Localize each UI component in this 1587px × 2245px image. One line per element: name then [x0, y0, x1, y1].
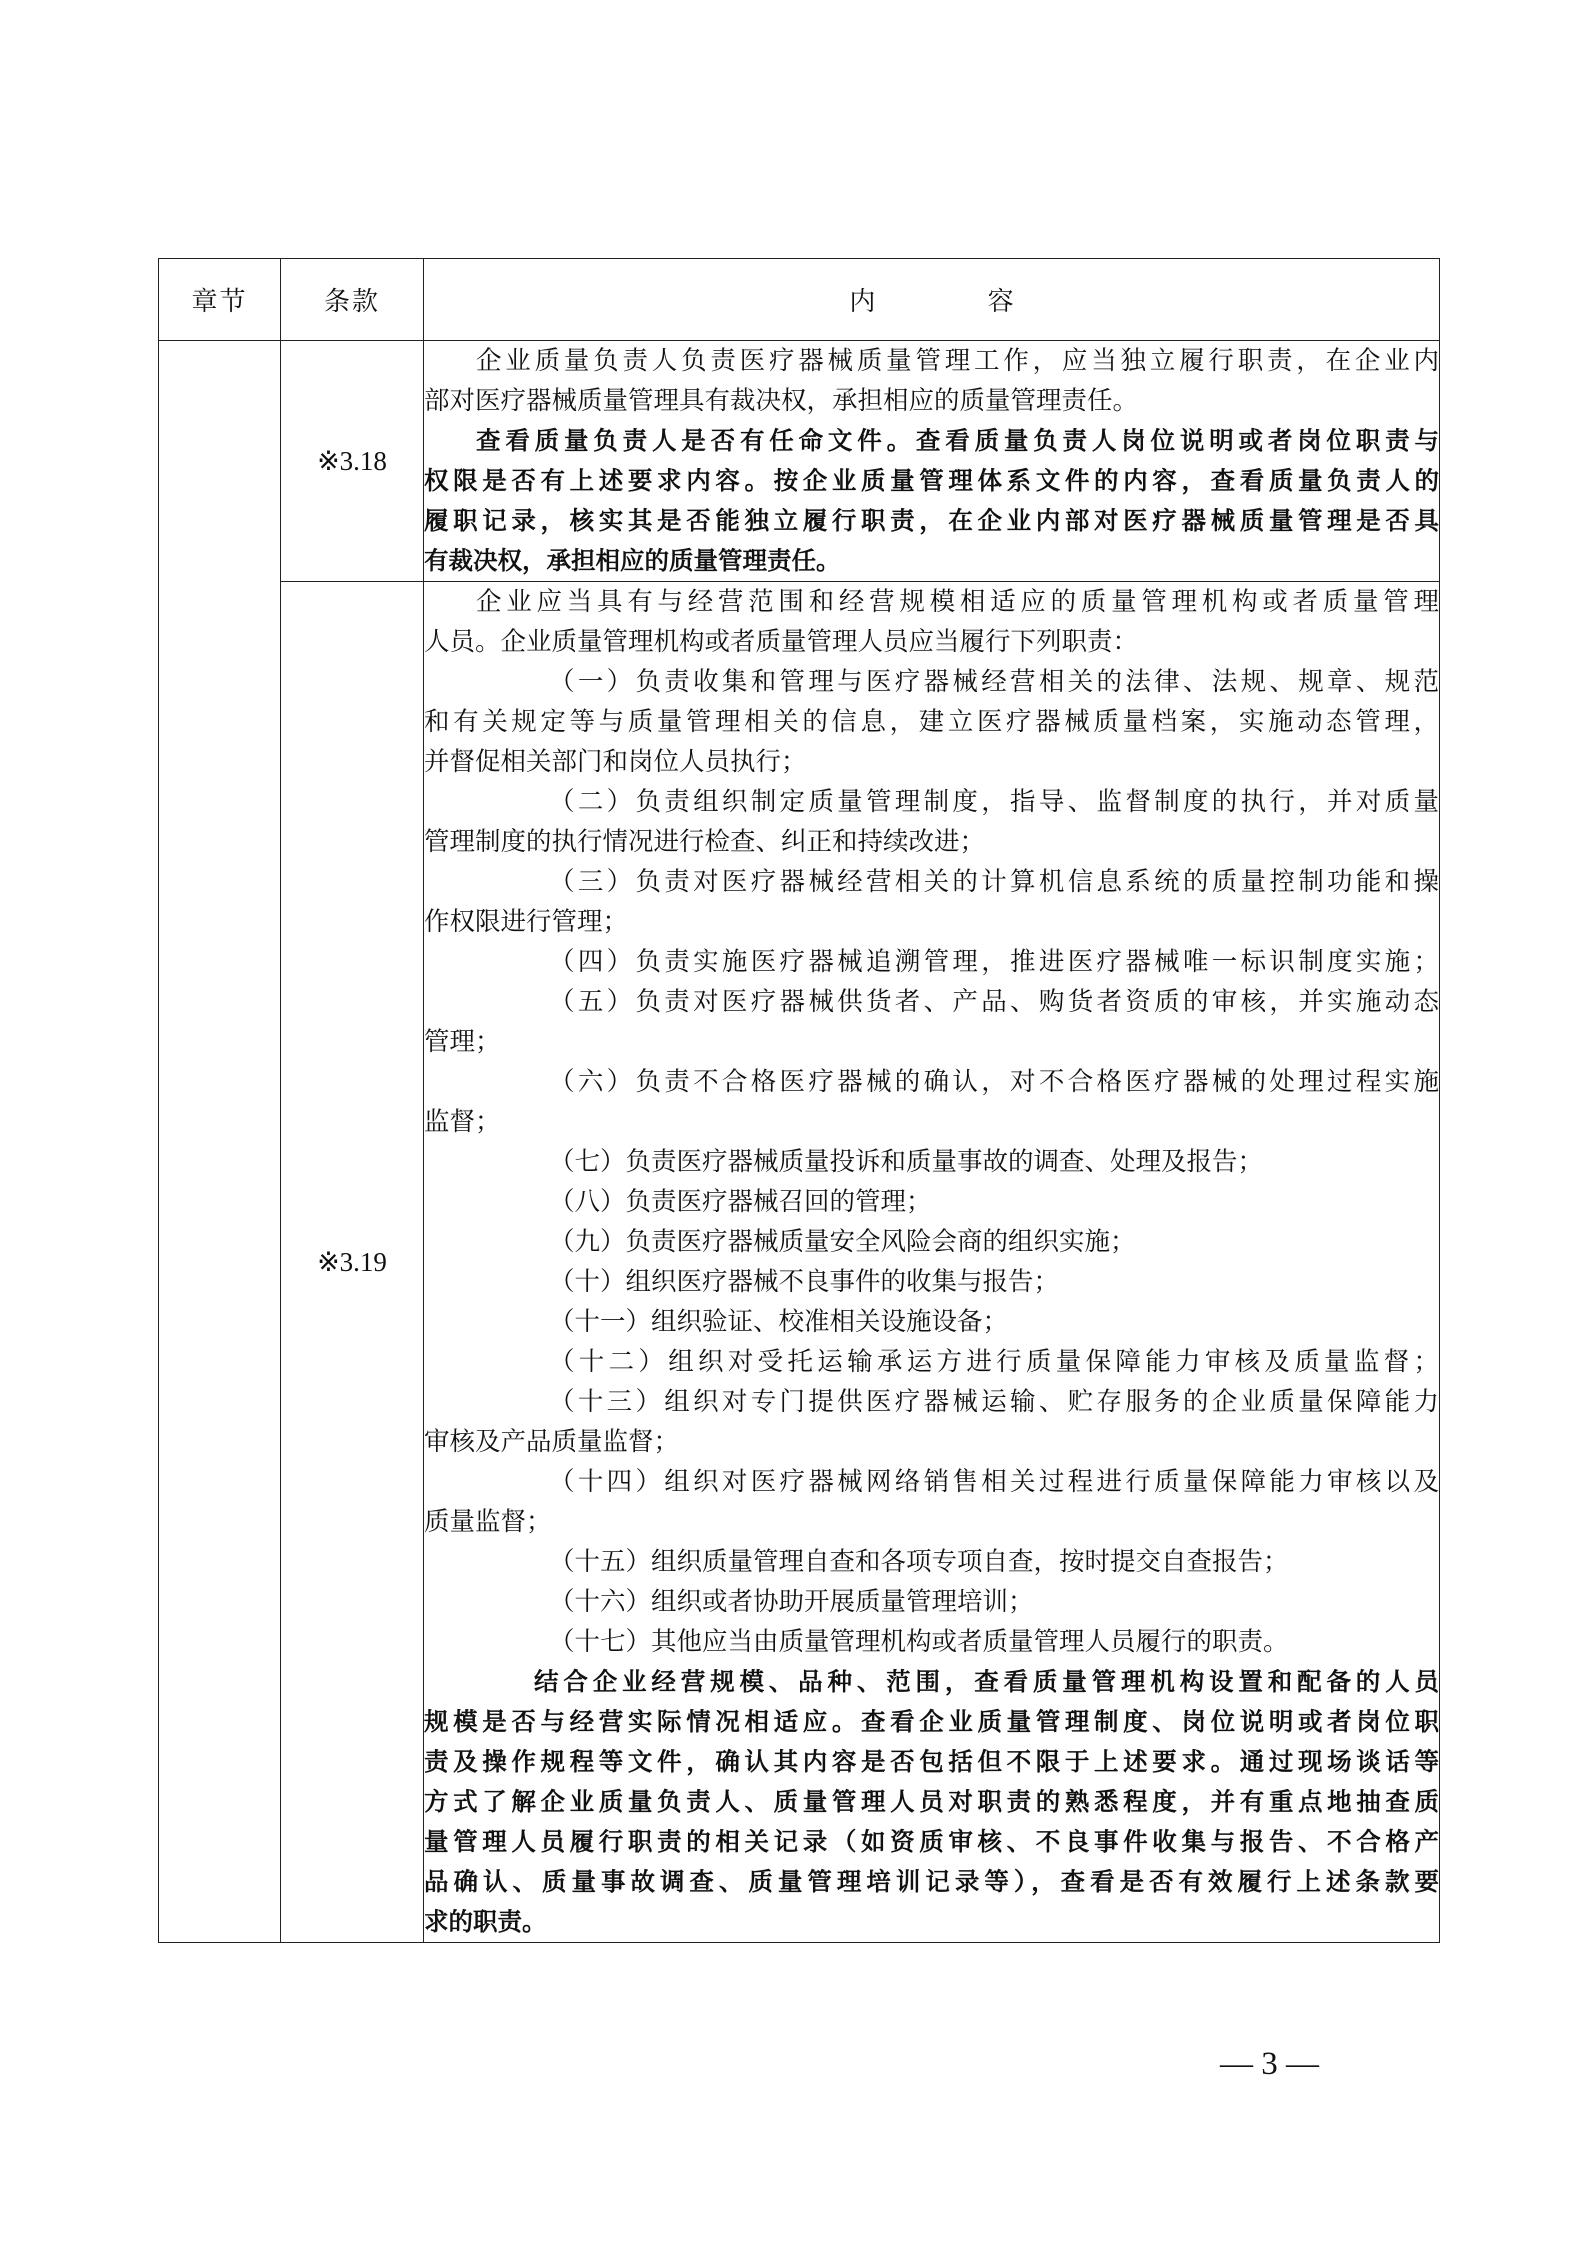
content-line: 责及操作规程等文件，确认其内容是否包括但不限于上述要求。通过现场谈话等 [424, 1747, 1439, 1776]
content-line: 和有关规定等与质量管理相关的信息，建立医疗器械质量档案，实施动态管理， [424, 707, 1439, 737]
content-line: 规模是否与经营实际情况相适应。查看企业质量管理制度、岗位说明或者岗位职 [424, 1707, 1439, 1736]
content-cell [424, 582, 1440, 1943]
content-line: 量管理人员履行职责的相关记录（如资质审核、不良事件收集与报告、不合格产 [424, 1827, 1439, 1856]
content-line: （十七）其他应当由质量管理机构或者质量管理人员履行的职责。 [549, 1627, 1289, 1657]
table-row [159, 341, 1440, 582]
header-clause: 条款 [281, 259, 424, 341]
content-line: （十一）组织验证、校准相关设施设备； [549, 1307, 1009, 1337]
content-line: （二）负责组织制定质量管理制度，指导、监督制度的执行，并对质量 [549, 787, 1439, 817]
content-line: （十二）组织对受托运输承运方进行质量保障能力审核及质量监督； [549, 1347, 1439, 1377]
content-line: 并督促相关部门和岗位人员执行； [424, 747, 807, 777]
content-line: （七）负责医疗器械质量投诉和质量事故的调查、处理及报告； [549, 1147, 1264, 1177]
content-line: 履职记录，核实其是否能独立履行职责，在企业内部对医疗器械质量管理是否具 [424, 506, 1439, 535]
content-line: 品确认、质量事故调查、质量管理培训记录等），查看是否有效履行上述条款要 [424, 1867, 1439, 1896]
content-line: 权限是否有上述要求内容。按企业质量管理体系文件的内容，查看质量负责人的 [424, 466, 1439, 495]
table-header-row [159, 259, 1440, 341]
header-content: 内 容 [424, 259, 1440, 341]
content-line: 企业质量负责人负责医疗器械质量管理工作，应当独立履行职责，在企业内 [476, 346, 1439, 376]
content-line: 人员。企业质量管理机构或者质量管理人员应当履行下列职责： [424, 627, 1139, 657]
content-cell [424, 341, 1440, 582]
content-line: （十四）组织对医疗器械网络销售相关过程进行质量保障能力审核以及 [549, 1467, 1439, 1497]
content-line: 质量监督； [424, 1507, 552, 1537]
content-line: 作权限进行管理； [424, 907, 629, 937]
content-line: 监督； [424, 1107, 501, 1137]
clause-cell: ※3.19 [281, 582, 424, 1943]
content-line: （三）负责对医疗器械经营相关的计算机信息系统的质量控制功能和操 [549, 867, 1439, 897]
table-row [159, 582, 1440, 1943]
content-line: 管理； [424, 1027, 501, 1057]
content-line: 求的职责。 [424, 1907, 547, 1936]
content-line: 审核及产品质量监督； [424, 1427, 680, 1457]
content-line: （十）组织医疗器械不良事件的收集与报告； [549, 1267, 1060, 1297]
content-line: （一）负责收集和管理与医疗器械经营相关的法律、法规、规章、规范 [549, 667, 1439, 697]
content-line: 查看质量负责人是否有任命文件。查看质量负责人岗位说明或者岗位职责与 [476, 426, 1439, 455]
content-line: （十三）组织对专门提供医疗器械运输、贮存服务的企业质量保障能力 [549, 1387, 1439, 1417]
content-line: （九）负责医疗器械质量安全风险会商的组织实施； [549, 1227, 1136, 1257]
chapter-cell [159, 341, 281, 1943]
content-line: 部对医疗器械质量管理具有裁决权，承担相应的质量管理责任。 [424, 386, 1139, 416]
content-line: （十六）组织或者协助开展质量管理培训； [549, 1587, 1034, 1617]
content-line: 管理制度的执行情况进行检查、纠正和持续改进； [424, 827, 986, 857]
content-line: （五）负责对医疗器械供货者、产品、购货者资质的审核，并实施动态 [549, 987, 1439, 1017]
content-line: 方式了解企业质量负责人、质量管理人员对职责的熟悉程度，并有重点地抽查质 [424, 1787, 1439, 1816]
content-line: 企业应当具有与经营范围和经营规模相适应的质量管理机构或者质量管理 [476, 587, 1439, 617]
content-line: （四）负责实施医疗器械追溯管理，推进医疗器械唯一标识制度实施； [549, 947, 1439, 977]
header-chapter: 章节 [159, 259, 281, 341]
content-line: 有裁决权，承担相应的质量管理责任。 [424, 546, 841, 575]
page-number: — 3 — [1220, 2046, 1319, 2082]
content-line: （八）负责医疗器械召回的管理； [549, 1187, 932, 1217]
inspection-table [158, 258, 1440, 1943]
content-line: （六）负责不合格医疗器械的确认，对不合格医疗器械的处理过程实施 [549, 1067, 1439, 1097]
content-line: 结合企业经营规模、品种、范围，查看质量管理机构设置和配备的人员 [534, 1667, 1439, 1696]
clause-cell: ※3.18 [281, 341, 424, 582]
content-line: （十五）组织质量管理自查和各项专项自查，按时提交自查报告； [549, 1547, 1289, 1577]
